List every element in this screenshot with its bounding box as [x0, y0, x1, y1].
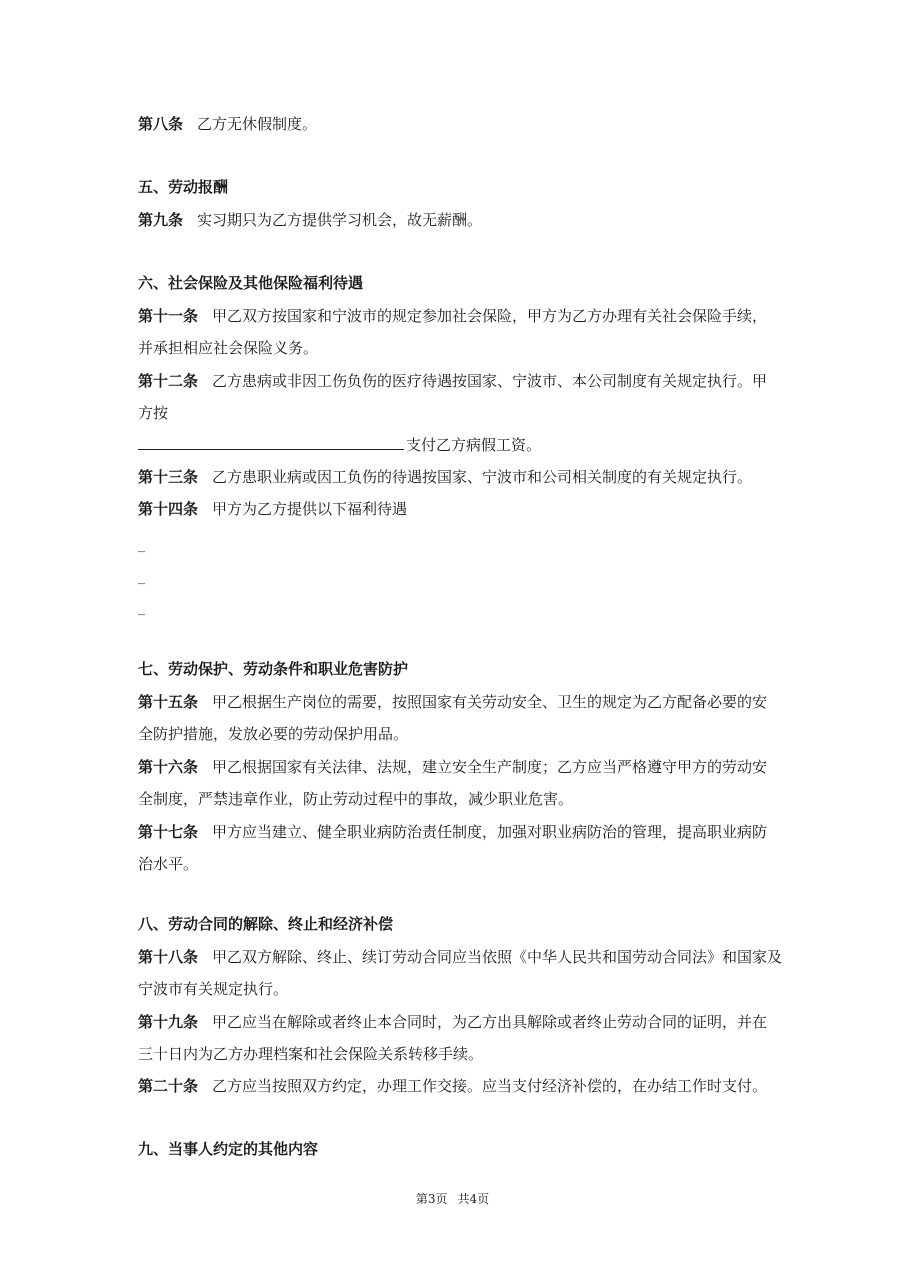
article-12-continuation: 方按	[138, 404, 169, 422]
article-label: 第十八条	[138, 948, 199, 966]
article-17	[138, 822, 767, 842]
article-16	[138, 757, 767, 777]
article-19	[138, 1012, 767, 1032]
article-text: 甲乙根据生产岗位的需要，按照国家有关劳动安全、卫生的规定为乙方配备必要的安	[212, 693, 768, 711]
article-11-continuation: 并承担相应社会保险义务。	[138, 339, 319, 357]
article-19-continuation: 三十日内为乙方办理档案和社会保险关系转移手续。	[138, 1045, 484, 1063]
article-label: 第十五条	[138, 693, 199, 711]
section-heading-9: 九、当事人约定的其他内容	[138, 1140, 319, 1158]
article-label: 第十九条	[138, 1013, 199, 1031]
article-12	[138, 371, 767, 391]
article-text: 乙方应当按照双方约定，办理工作交接。应当支付经济补偿的，在办结工作时支付。	[212, 1077, 768, 1095]
article-label: 第十六条	[138, 758, 199, 776]
page-number: 第3页	[415, 1192, 448, 1206]
article-text: 甲方为乙方提供以下福利待遇	[212, 500, 408, 518]
benefit-item: _	[138, 537, 145, 553]
article-20	[138, 1076, 767, 1096]
page-total: 共4页	[457, 1192, 490, 1206]
fill-in-blank[interactable]	[138, 435, 404, 450]
article-15	[138, 692, 767, 712]
article-label: 第十四条	[138, 500, 199, 518]
article-text: 甲乙双方按国家和宁波市的规定参加社会保险，甲方为乙方办理有关社会保险手续，	[212, 307, 768, 325]
section-heading-7: 七、劳动保护、劳动条件和职业危害防护	[138, 660, 409, 678]
article-11	[138, 306, 767, 326]
article-16-continuation: 全制度，严禁违章作业，防止劳动过程中的事故，减少职业危害。	[138, 790, 574, 808]
article-18-continuation: 宁波市有关规定执行。	[138, 980, 289, 998]
article-label: 第十三条	[138, 468, 199, 486]
article-17-continuation: 治水平。	[138, 855, 199, 873]
article-12-blank-line	[138, 435, 541, 455]
article-text: 甲乙应当在解除或者终止本合同时，为乙方出具解除或者终止劳动合同的证明，并在	[212, 1013, 768, 1031]
article-text: 乙方患病或非因工伤负伤的医疗待遇按国家、宁波市、本公司制度有关规定执行。甲	[212, 372, 768, 390]
article-label: 第十一条	[138, 307, 199, 325]
article-label: 第九条	[138, 211, 184, 229]
article-label: 第十七条	[138, 823, 199, 841]
article-14	[138, 499, 407, 519]
section-heading-6: 六、社会保险及其他保险福利待遇	[138, 274, 364, 292]
article-text: 甲乙根据国家有关法律、法规，建立安全生产制度；乙方应当严格遵守甲方的劳动安	[212, 758, 768, 776]
benefit-item: _	[138, 600, 145, 616]
section-heading-5: 五、劳动报酬	[138, 178, 229, 196]
article-text: 乙方患职业病或因工负伤的待遇按国家、宁波市和公司相关制度的有关规定执行。	[212, 468, 753, 486]
article-text: 甲方应当建立、健全职业病防治责任制度，加强对职业病防治的管理，提高职业病防	[212, 823, 768, 841]
article-9	[138, 210, 482, 230]
article-text: 实习期只为乙方提供学习机会，故无薪酬。	[197, 211, 483, 229]
benefit-item: _	[138, 569, 145, 585]
article-label: 第二十条	[138, 1077, 199, 1095]
article-label: 第十二条	[138, 372, 199, 390]
page-footer	[0, 1191, 905, 1207]
section-heading-8: 八、劳动合同的解除、终止和经济补偿	[138, 915, 394, 933]
article-15-continuation: 全防护措施，发放必要的劳动保护用品。	[138, 725, 409, 743]
article-label: 第八条	[138, 115, 184, 133]
article-13	[138, 467, 752, 487]
article-8	[138, 114, 317, 134]
article-18	[138, 947, 782, 967]
article-text: 乙方无休假制度。	[197, 115, 318, 133]
article-text: 甲乙双方解除、终止、续订劳动合同应当依照《中华人民共和国劳动合同法》和国家及	[212, 948, 783, 966]
article-text: 支付乙方病假工资。	[406, 436, 542, 454]
